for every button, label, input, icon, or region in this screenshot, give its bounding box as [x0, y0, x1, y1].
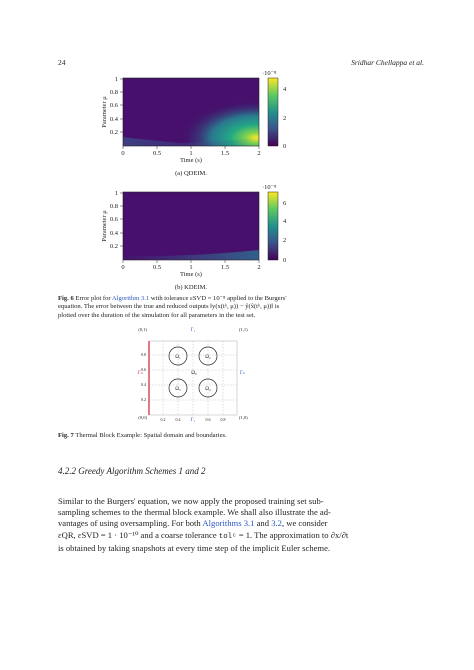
ytick-a-4: 0.2 — [109, 129, 118, 136]
bottom-tick-3: 0.8 — [220, 417, 226, 422]
algorithm-3-1-link[interactable]: Algorithm 3.1 — [111, 295, 150, 302]
fig6-caption-line2: equation. The error between the true and reduced outputs ‖y(x(tᵏ, μ)) − ŷ(x̂(tᵏ, μ))‖ is — [58, 303, 280, 311]
gamma-bottom: Γ₁ — [190, 418, 196, 423]
ytick-b-3: 0.4 — [109, 230, 118, 237]
para-line-3-end: , we consider — [281, 518, 328, 529]
para-line-5: is obtained by taking snapshots at every time step of the implicit Euler scheme. — [58, 542, 331, 553]
gamma-right: Γₙ — [240, 371, 246, 376]
subcaption-a: (a) QDEIM. — [175, 170, 207, 177]
fig6-caption-post: with tolerance εSVD = 10⁻⁸ applied to the Burgers' — [149, 295, 287, 302]
para-line-4-end: = 1. The approximation to ∂x/∂t — [236, 529, 349, 540]
para-and: and — [254, 518, 272, 529]
colorbar-a-tick-2: 0 — [283, 143, 287, 150]
xtick-b-3: 1.5 — [220, 264, 230, 271]
colorbar-a-tick-1: 2 — [283, 115, 287, 122]
section-heading: 4.2.2 Greedy Algorithm Schemes 1 and 2 — [58, 466, 206, 476]
ytick-a-0: 1 — [114, 76, 118, 83]
xtick-b-2: 1 — [189, 264, 193, 271]
left-tick-2: 0.4 — [141, 382, 146, 387]
fig7-label: Fig. 7 — [58, 432, 74, 439]
omega-2: Ω₂ — [205, 355, 211, 360]
left-tick-0: 0.8 — [141, 352, 146, 357]
gamma-left: Γₙ — [137, 371, 143, 376]
xtick-a-2: 1 — [189, 150, 193, 157]
xtick-a-4: 2 — [257, 150, 261, 157]
para-line-3-text: vantages of using oversampling. For both — [58, 518, 203, 529]
ytick-b-2: 0.6 — [109, 216, 118, 223]
bottom-tick-1: 0.4 — [175, 417, 181, 422]
figure-7-caption — [58, 432, 423, 440]
domain-grid — [149, 341, 237, 415]
omega-0: Ω₀ — [191, 371, 197, 376]
xtick-b-4: 2 — [257, 264, 261, 271]
page-number: 24 — [58, 58, 66, 67]
algorithm-3-2-link[interactable]: 3.2 — [271, 518, 282, 529]
xlabel-a: Time (s) — [180, 157, 202, 164]
corner-bottom-right: (1,0) — [239, 415, 248, 420]
xtick-a-1: 0.5 — [152, 150, 162, 157]
para-line-4 — [58, 530, 426, 543]
corner-bottom-left: (0,0) — [138, 415, 147, 420]
left-tick-3: 0.2 — [141, 397, 146, 402]
tol-coarse: tolᶜ — [218, 532, 237, 541]
colorbar-b-tick-3: 0 — [283, 257, 287, 264]
ytick-b-4: 0.2 — [109, 243, 118, 250]
ylabel-b: Parameter μ — [101, 210, 108, 242]
xtick-a-3: 1.5 — [220, 150, 230, 157]
corner-top-right: (1,1) — [239, 327, 248, 332]
colorbar-b-exponent: ·10⁻⁸ — [262, 184, 277, 191]
ytick-a-2: 0.6 — [109, 102, 118, 109]
corner-top-left: (0,1) — [138, 327, 147, 332]
omega-4: Ω₄ — [205, 387, 211, 392]
ytick-b-1: 0.8 — [109, 203, 118, 210]
running-header-authors: Sridhar Chellappa et al. — [351, 58, 424, 67]
colorbar-b-tick-2: 2 — [283, 237, 287, 244]
fig6-caption-pre: Error plot for — [75, 295, 112, 302]
para-line-2: sampling schemes to the thermal block example. We shall also illustrate the ad- — [58, 507, 331, 518]
ylabel-a: Parameter μ — [101, 96, 108, 128]
colorbar-a-tick-0: 4 — [283, 86, 287, 93]
fig7-caption-text: Thermal Block Example: Spatial domain and boundaries. — [75, 432, 227, 439]
ytick-a-3: 0.4 — [109, 116, 118, 123]
ytick-a-1: 0.8 — [109, 89, 118, 96]
omega-3: Ω₃ — [175, 387, 181, 392]
body-paragraph — [58, 496, 426, 554]
fig6-caption-line3: plotted over the duration of the simulation for all parameters in the test set. — [58, 311, 256, 319]
para-line-1: Similar to the Burgers' equation, we now apply the proposed training set sub- — [58, 496, 324, 506]
ytick-b-0: 1 — [114, 190, 118, 197]
xtick-b-1: 0.5 — [152, 264, 162, 271]
fig6-label: Fig. 6 — [58, 295, 74, 302]
bottom-tick-0: 0.2 — [160, 417, 166, 422]
xtick-a-0: 0 — [121, 150, 125, 157]
colorbar-b-tick-0: 6 — [283, 200, 287, 207]
colorbar-a-exponent: ·10⁻⁸ — [262, 70, 277, 77]
xlabel-b: Time (s) — [180, 271, 202, 278]
left-tick-1: 0.6 — [141, 367, 146, 372]
xtick-b-0: 0 — [121, 264, 125, 271]
para-line-3 — [58, 518, 426, 529]
subcaption-b: (b) KDEIM. — [174, 284, 208, 291]
gamma-top: Γ₁ — [190, 328, 196, 333]
bottom-tick-2: 0.6 — [205, 417, 211, 422]
para-line-4-text: εQR, εSVD = 1 · 10⁻¹⁰ and a coarse tolerance — [58, 529, 219, 540]
colorbar-b-tick-1: 4 — [283, 218, 287, 225]
algorithms-3-1-link[interactable]: Algorithms 3.1 — [202, 518, 255, 529]
omega-1: Ω₁ — [175, 355, 181, 360]
